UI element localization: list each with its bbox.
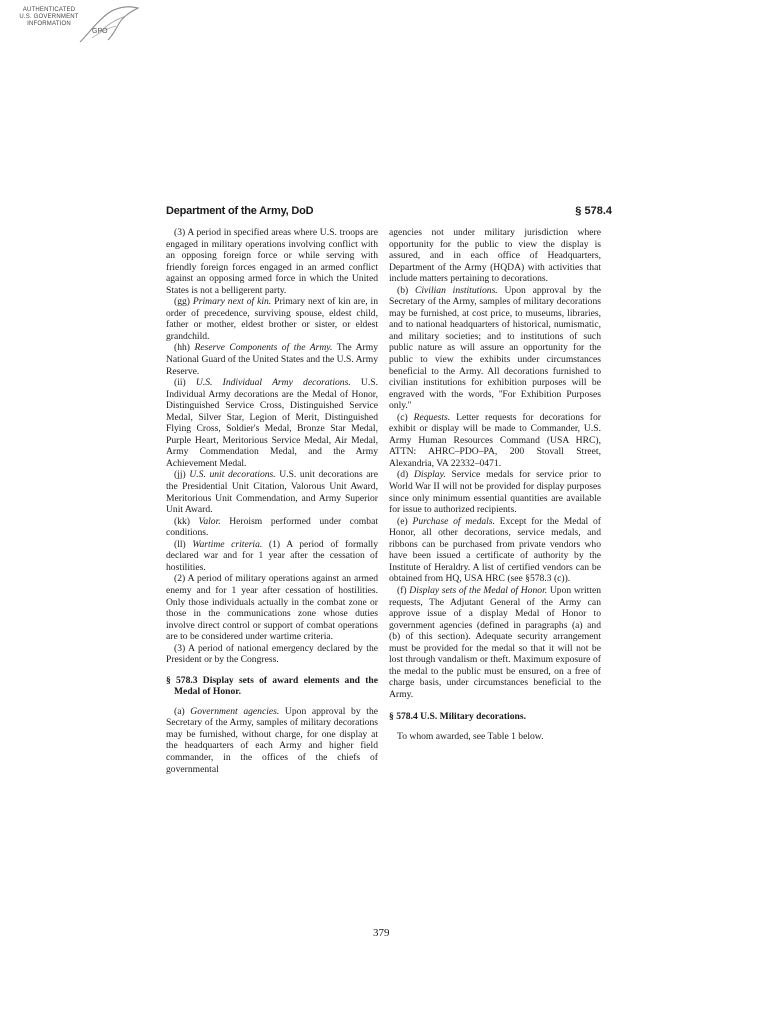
paragraph-text: Upon approval by the Secretary of the Army, samples of military decorations may be furnished, at cost price, to museums, libraries, and to national headquarters of historical, numismatic, and military societies; and to institutions of such public nature as will assure an opportunity for the public to view the exhibits under circumstances beneficial to the Army. All decorations furnished to civilian institutions for exhibition purposes will be engraved with the words, ''For Exhibition Purposes only.'' [389,284,601,412]
seal-line-1: AUTHENTICATED [22,7,76,13]
paragraph-label: (e) [397,515,413,527]
paragraph-text: Heroism performed under combat conditions. [166,515,378,539]
paragraph: (3) A period of national emergency declared by the President or by the Congress. [166,642,378,666]
paragraph: (2) A period of military operations against an armed enemy and for 1 year after cessation of hostilities. Only those individuals actually in the combat zone or those in the communications zone whose duties involve direct control or support of combat operations are to be considered under wartime criteria. [166,573,378,643]
paragraph-text: Service medals for service prior to World War II will not be provided for display purposes since only minimum essential quantities are available for issue to authorized recipients. [389,469,601,516]
paragraph [166,296,378,342]
paragraph [166,706,378,775]
paragraph [166,377,378,469]
paragraph [166,516,378,539]
paragraph-text: Upon written requests, The Adjutant General of the Army can approve issue of a display Medal of Honor to government agencies (defined in paragraphs (a) and (b) of this section). Adequate security arrangement must be provided for the medal so that it will not be lost through vandalism or theft. Maximum exposure of the medal to the public must be ensured, on a free of charge basis, under circumstances beneficial to the Army. [389,584,602,700]
paragraph-label: (a) [174,705,191,717]
paragraph [166,342,378,377]
paragraph-label: (ll) [174,538,193,550]
paragraph-term: U.S. unit decorations. [189,469,276,481]
paragraph-label: (hh) [174,342,195,354]
paragraph-term: Government agencies. [190,705,280,717]
paragraph-label: (f) [397,584,410,596]
paragraph-label: (kk) [174,515,199,527]
paragraph: (3) A period in specified areas where U.S. troops are engaged in military operations involving conflict with an opposing foreign force or while serving with friendly foreign forces engaged in an armed conflict against an opposing armed force in which the United States is not a belligerent party. [166,227,378,296]
paragraph [389,585,601,700]
running-head-section: § 578.4 [575,205,612,217]
paragraph [389,285,601,412]
seal-line-3: INFORMATION [27,21,71,27]
paragraph-text: Letter requests for decorations for exhibit or display will be made to Commander, U.S. Army Human Resources Command (USA HRC), ATTN: AHRC–PDO–PA, 200 Stovall Street, Alexandria, VA 22332–0471. [389,411,601,469]
paragraph-text: Primary next of kin are, in order of precedence, surviving spouse, eldest child, father or mother, eldest brother or sister, or eldest grandchild. [166,296,378,342]
paragraph-label: (gg) [174,296,193,308]
section-heading: § 578.4 U.S. Military decorations. [389,711,526,723]
paragraph-term: Civilian institutions. [414,284,498,296]
paragraph: agencies not under military jurisdiction where opportunity for the public to view the display is assured, and in each office of Headquarters, Department of the Army (HQDA) with activities that include matters pertaining to decorations. [389,227,601,285]
paragraph-term: Reserve Components of the Army. [194,342,333,354]
paragraph-term: Requests. [413,411,451,423]
paragraph-term: Display. [414,469,446,481]
running-head-title: Department of the Army, DoD [166,205,314,217]
paragraph-label: (b) [397,284,415,296]
left-column [166,227,378,775]
seal-gpo: GPO [92,28,108,35]
paragraph-term: Valor. [198,515,221,527]
seal-line-2: U.S. GOVERNMENT [19,14,79,20]
authentication-seal [6,2,142,48]
eagle-seal-icon [70,2,142,48]
paragraph: To whom awarded, see Table 1 below. [397,730,544,742]
paragraph-text: Except for the Medal of Honor, all other decorations, service medals, and ribbons can be purchased from private vendors who have been issued a certificate of authority by the Institute of Heraldry. A list of certified vendors can be obtained from HQ, USA HRC (see §578.3 (c)). [389,515,601,585]
section-heading: § 578.3 Display sets of award elements and the Medal of Honor. [166,674,378,698]
paragraph-term: Purchase of medals. [412,515,495,527]
paragraph [389,412,601,470]
paragraph-text: The Army National Guard of the United States and the U.S. Army Reserve. [166,342,378,377]
paragraph-term: Display sets of the Medal of Honor. [409,584,548,596]
paragraph-label: (ii) [174,377,196,389]
paragraph-label: (d) [397,469,414,481]
right-column [389,227,601,742]
paragraph-label: (jj) [174,469,190,481]
paragraph-text: (1) A period of formally declared war and for 1 year after the cessation of hostilities. [166,538,378,573]
page-number: 379 [373,927,390,939]
paragraph-text: U.S. unit decorations are the Presidential Unit Citation, Valorous Unit Award, Meritorious Unit Commendation, and Army Superior Unit Award. [166,469,378,516]
paragraph [389,516,601,585]
paragraph [166,539,378,574]
paragraph-term: U.S. Individual Army decorations. [195,377,351,389]
paragraph-term: Wartime criteria. [192,538,263,550]
paragraph-label: (c) [397,411,414,423]
paragraph [166,469,378,515]
paragraph-term: Primary next of kin. [192,296,272,308]
paragraph [389,469,601,515]
paragraph-text: Upon approval by the Secretary of the Army, samples of military decorations may be furnished, without charge, for one display at the headquarters of each Army and higher field commander, in the offices of the chiefs of governmental [166,705,378,775]
paragraph-text: U.S. Individual Army decorations are the Medal of Honor, Distinguished Service Cross, Distinguished Service Medal, Silver Star, Legion of Merit, Distinguished Flying Cross, Soldier's Medal, Bronze Star Medal, Purple Heart, Meritorious Service Medal, Air Medal, Army Commendation Medal, and the Army Achievement Medal. [166,377,378,469]
